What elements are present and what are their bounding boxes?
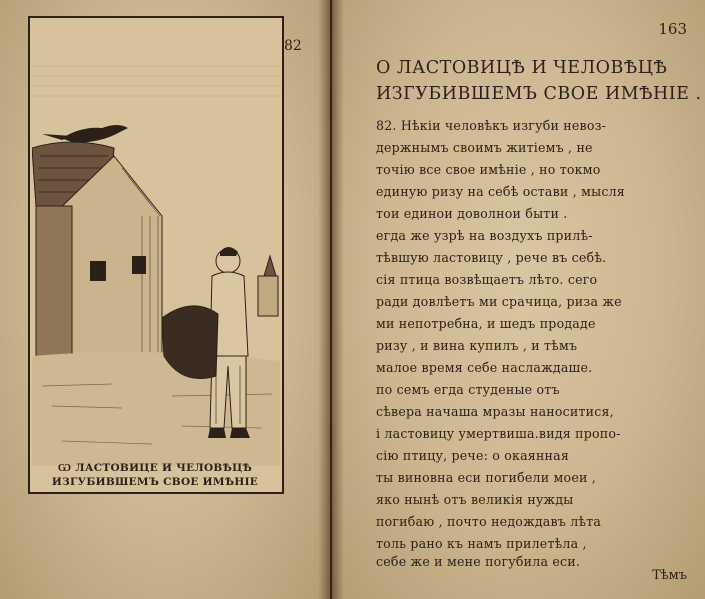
- right-page: [332, 0, 705, 599]
- catchword: Тѣмъ: [652, 568, 687, 583]
- text-line: ризу , и вина купилъ , и тѣмъ: [376, 338, 578, 353]
- text-line: ты виновна еси погибели моеи ,: [376, 470, 596, 485]
- text-line: яко нынѣ отъ великія нужды: [376, 492, 574, 507]
- text-line: единую ризу на себѣ остави , мысля: [376, 184, 625, 199]
- text-line: і ластовицу умертвиша.видя пропо-: [376, 426, 621, 441]
- fable-title-line-1: О ЛАСТОВИЦѢ И ЧЕЛОВѢЦѢ: [376, 58, 668, 78]
- left-page: [0, 0, 331, 599]
- text-line: по семъ егда студеные отъ: [376, 382, 560, 397]
- text-line: сія птица возвѣщаетъ лѣто. сего: [376, 272, 598, 287]
- text-line: сію птицу, рече: о окаянная: [376, 448, 569, 463]
- text-line: егда же узрѣ на воздухъ прилѣ-: [376, 228, 593, 243]
- text-line: тои единои доволнои быти .: [376, 206, 568, 221]
- text-line: толь рано къ намъ прилетѣла ,: [376, 536, 587, 551]
- engraving-illustration: [32, 56, 280, 466]
- text-line: 82. Нѣкіи человѣкъ изгуби невоз-: [376, 118, 607, 133]
- engraving-plate: [28, 16, 302, 494]
- text-line: погибаю , почто недождавъ лѣта: [376, 514, 602, 529]
- text-line: себе же и мене погубила еси.: [376, 554, 581, 569]
- text-line: тѣвшую ластовицу , рече въ себѣ.: [376, 250, 607, 265]
- right-page-number: 163: [658, 20, 687, 38]
- text-line: сѣвера начаша мразы наноситися,: [376, 404, 614, 419]
- text-line: ради довлѣетъ ми срачица, риза же: [376, 294, 622, 309]
- text-line: держнымъ своимъ житіемъ , не: [376, 140, 593, 155]
- swallow-bird: [62, 125, 128, 143]
- text-line: ми непотребна, и шедъ продаде: [376, 316, 596, 331]
- engraving-caption-line-1: Ѡ ЛАСТОВИЦЕ И ЧЕЛОВѢЦѢ: [57, 462, 253, 474]
- fable-title-line-2: ИЗГУБИВШЕМЪ СВОЕ ИМѢНІЕ .: [376, 84, 702, 104]
- engraving-caption-line-2: ИЗГУБИВШЕМЪ СВОЕ ИМѢНІЕ: [51, 476, 259, 488]
- text-line: малое время себе наслаждаше.: [376, 360, 593, 375]
- text-line: точію все свое имѣніе , но токмо: [376, 162, 601, 177]
- left-page-number: 82: [284, 38, 302, 54]
